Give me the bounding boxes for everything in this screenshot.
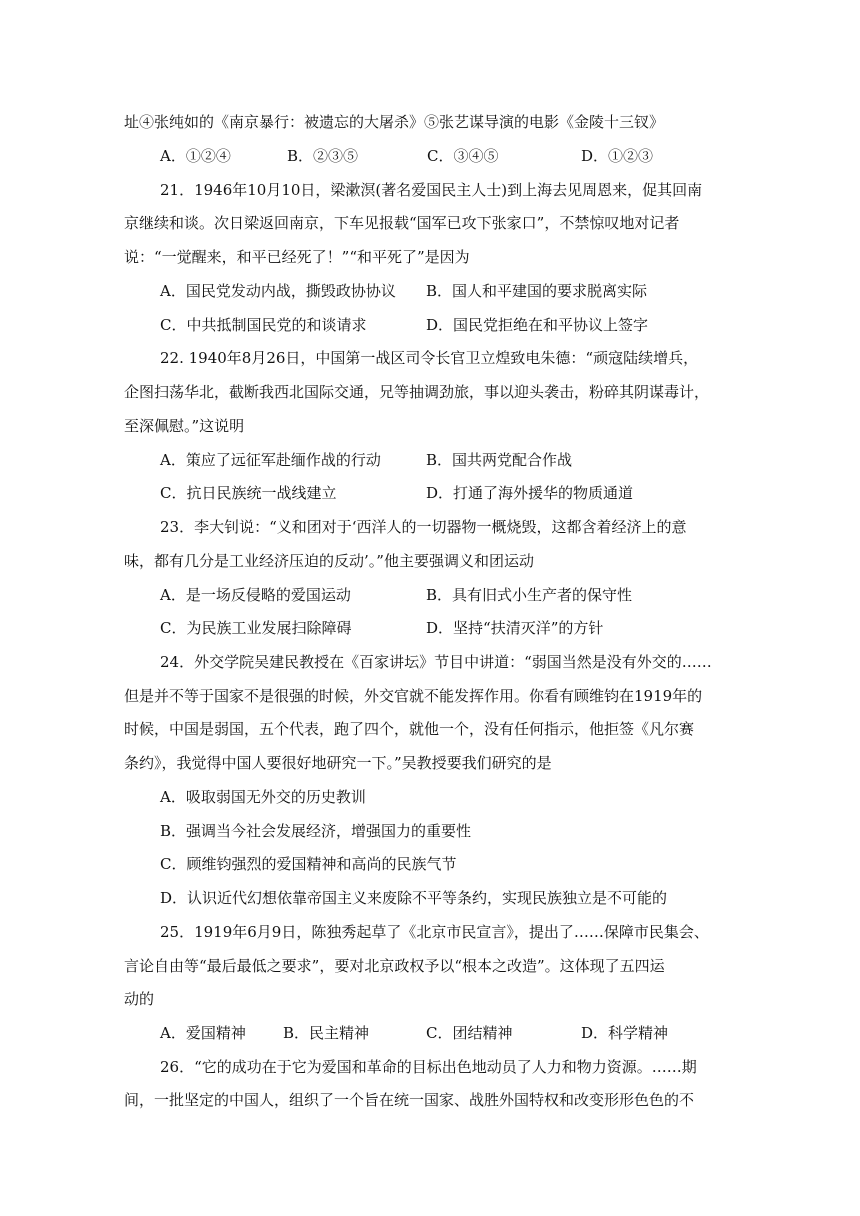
option-c: C．顾维钧强烈的爱国精神和高尚的民族气节 — [160, 855, 457, 873]
question-25: 25．1919年6月9日，陈独秀起草了《北京市民宣言》，提出了……保障市民集会、 — [160, 923, 709, 941]
option-d: D．认识近代幻想依靠帝国主义来废除不平等条约，实现民族独立是不可能的 — [160, 889, 668, 907]
text-line: 时候，中国是弱国，五个代表，跑了四个，就他一个，没有任何指示，他拒签《凡尔赛 — [124, 720, 695, 738]
question-21: 21．1946年10月10日，梁漱溟(著名爱国民主人士)到上海去见周恩来，促其回南 — [160, 181, 703, 199]
question-26: 26．“它的成功在于它为爱国和革命的目标出色地动员了人力和物力资源。……期 — [160, 1058, 697, 1076]
text-line: 条约》，我觉得中国人要很好地研究一下。”吴教授要我们研究的是 — [124, 754, 552, 772]
text-line: 味，都有几分是工业经济压迫的反动’。”他主要强调义和团运动 — [124, 552, 534, 570]
text-line: 动的 — [124, 990, 155, 1008]
question-24: 24．外交学院吴建民教授在《百家讲坛》节目中讲道：“弱国当然是没有外交的…… — [160, 653, 712, 671]
option-c: C．③④⑤ — [427, 147, 499, 165]
option-d: D．坚持“扶清灭洋”的方针 — [426, 619, 604, 637]
option-c: C．抗日民族统一战线建立 — [160, 484, 337, 502]
option-d: D．科学精神 — [581, 1024, 669, 1042]
option-b: B．国人和平建国的要求脱离实际 — [426, 282, 648, 300]
option-b: B．国共两党配合作战 — [426, 451, 573, 469]
option-c: C．为民族工业发展扫除障碍 — [160, 619, 352, 637]
option-d: D．国民党拒绝在和平协议上签字 — [426, 316, 649, 334]
option-a: A．爱国精神 — [160, 1024, 246, 1042]
text-line: 企图扫荡华北，截断我西北国际交通，兄等抽调劲旅，事以迎头袭击，粉碎其阴谋毒计， — [124, 383, 710, 401]
text-line: 但是并不等于国家不是很强的时候，外交官就不能发挥作用。你看有顾维钧在1919年的 — [124, 687, 703, 705]
option-c: C．团结精神 — [426, 1024, 513, 1042]
option-d: D．打通了海外援华的物质通道 — [426, 484, 634, 502]
option-b: B．具有旧式小生产者的保守性 — [426, 586, 633, 604]
option-a: A．国民党发动内战，撕毁政协协议 — [160, 282, 396, 300]
text-line: 址④张纯如的《南京暴行：被遗忘的大屠杀》⑤张艺谋导演的电影《金陵十三钗》 — [124, 113, 665, 131]
text-line: 说：“一觉醒来，和平已经死了！”“和平死了”是因为 — [124, 248, 470, 266]
option-a: A．吸取弱国无外交的历史教训 — [160, 788, 366, 806]
option-a: A．策应了远征军赴缅作战的行动 — [160, 451, 381, 469]
option-b: B．民主精神 — [283, 1024, 370, 1042]
text-line: 至深佩慰。”这说明 — [124, 417, 245, 435]
option-b: B．②③⑤ — [287, 147, 359, 165]
option-d: D．①②③ — [581, 147, 654, 165]
option-b: B．强调当今社会发展经济，增强国力的重要性 — [160, 822, 472, 840]
option-c: C．中共抵制国民党的和谈请求 — [160, 316, 367, 334]
option-a: A．①②④ — [160, 147, 231, 165]
text-line: 京继续和谈。次日梁返回南京，下车见报载“国军已攻下张家口”，不禁惊叹地对记者 — [124, 214, 680, 232]
question-23: 23．李大钊说：“义和团对于‘西洋人的一切器物一概烧毁，这都含着经济上的意 — [160, 518, 687, 536]
text-line: 言论自由等“最后最低之要求”，要对北京政权予以“根本之改造”。这体现了五四运 — [124, 957, 665, 975]
question-22: 22. 1940年8月26日，中国第一战区司令长官卫立煌致电朱德：“顽寇陆续增兵， — [160, 349, 699, 367]
option-a: A．是一场反侵略的爱国运动 — [160, 586, 351, 604]
text-line: 间，一批坚定的中国人，组织了一个旨在统一国家、战胜外国特权和改变形形色色的不 — [124, 1091, 695, 1109]
